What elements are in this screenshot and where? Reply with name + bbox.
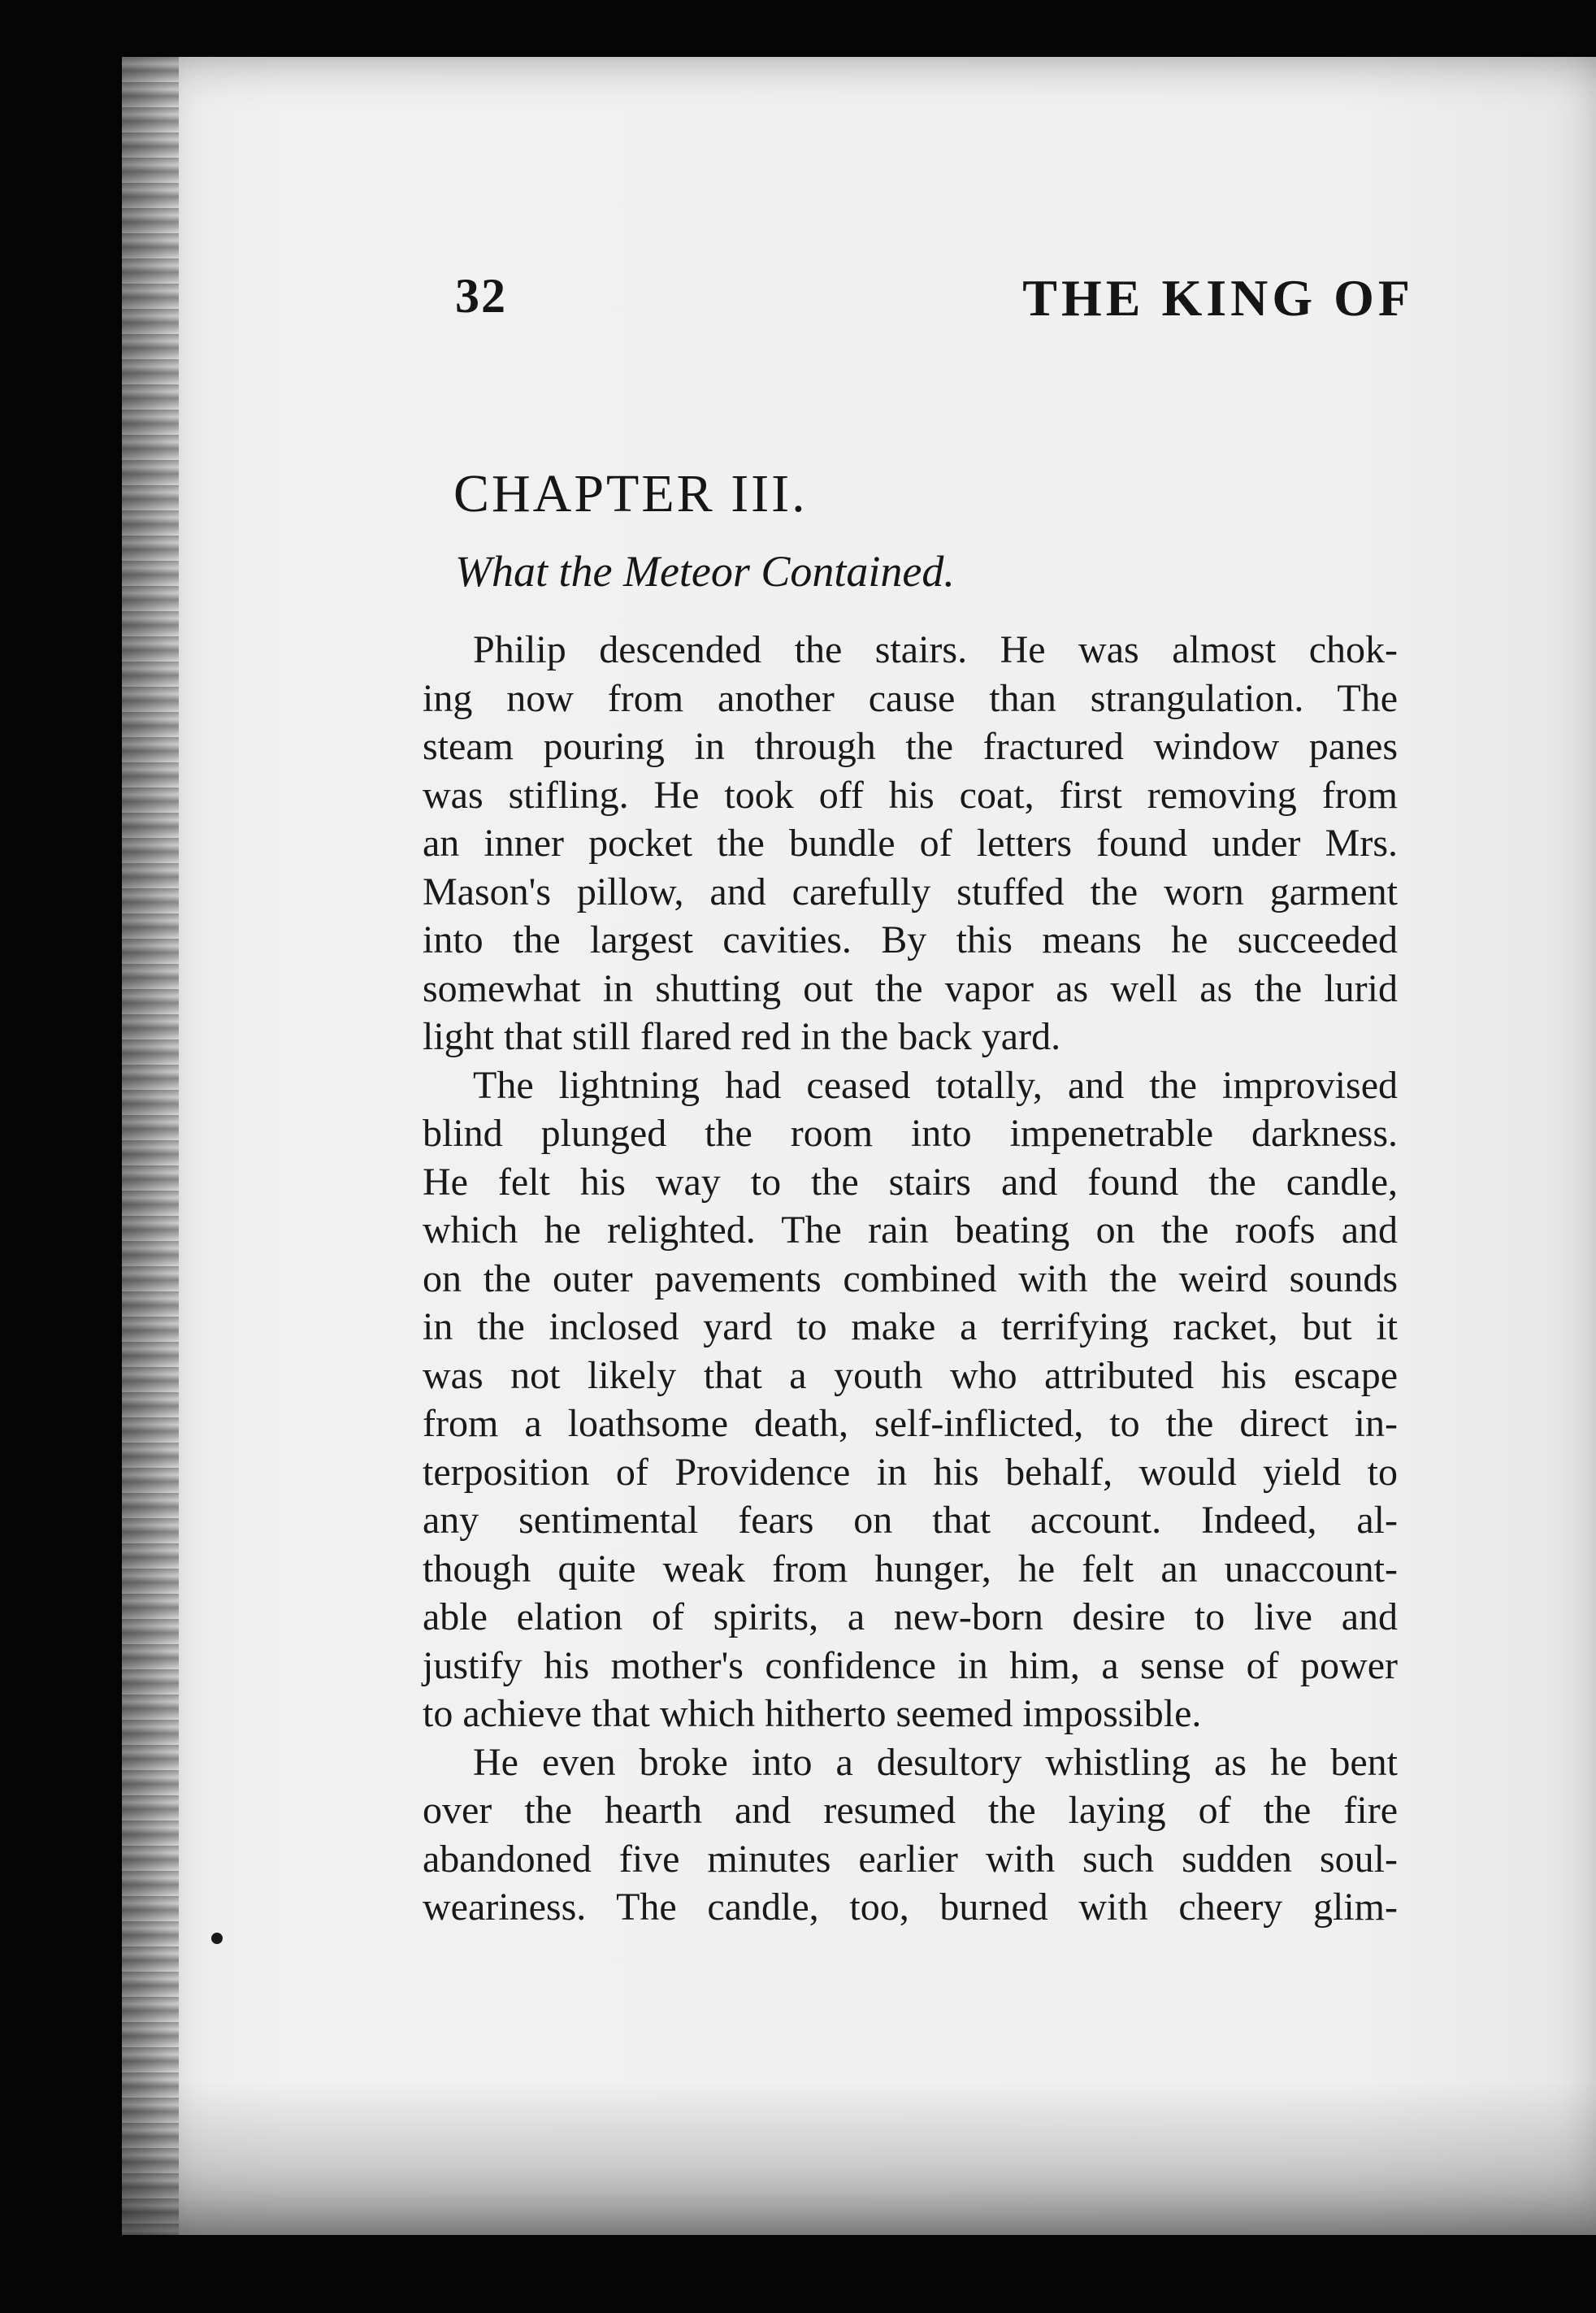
text-line: The lightning had ceased totally, and the improvised — [473, 1063, 1398, 1107]
text-line: light that still flared red in the back yard. — [423, 1015, 1061, 1058]
text-line: Mason's pillow, and carefully stuffed the worn garment — [423, 870, 1398, 913]
page-binding-edge — [122, 57, 179, 2235]
body-text — [423, 626, 1398, 1932]
text-line: which he relighted. The rain beating on the roofs and — [423, 1209, 1398, 1252]
margin-dot — [211, 1933, 223, 1944]
text-line: weariness. The candle, too, burned with cheery glim- — [423, 1886, 1398, 1929]
running-title: THE KING OF — [1022, 269, 1414, 327]
text-line: abandoned five minutes earlier with such sudden soul- — [423, 1837, 1398, 1881]
text-line: justify his mother's confidence in him, a sense of power — [423, 1643, 1398, 1687]
text-line: was not likely that a youth who attributed his escape — [423, 1353, 1398, 1397]
text-line: from a loathsome death, self-inflicted, to the direct in- — [423, 1402, 1398, 1445]
text-line: an inner pocket the bundle of letters found under Mrs. — [423, 822, 1398, 865]
page-bottom-shadow — [122, 2081, 1596, 2235]
chapter-heading: CHAPTER III. — [453, 464, 808, 523]
text-line: was stifling. He took off his coat, first removing from — [423, 773, 1398, 817]
text-line: able elation of spirits, a new-born desire to live and — [423, 1595, 1398, 1638]
chapter-subtitle: What the Meteor Contained. — [455, 547, 955, 596]
text-line: in the inclosed yard to make a terrifying racket, but it — [423, 1305, 1398, 1348]
text-line: He felt his way to the stairs and found the candle, — [423, 1160, 1398, 1204]
text-line: Philip descended the stairs. He was almost chok- — [473, 628, 1398, 671]
page-number: 32 — [455, 269, 507, 323]
text-line: blind plunged the room into impenetrable darkness. — [423, 1112, 1398, 1155]
text-line: terposition of Providence in his behalf, would yield to — [423, 1450, 1398, 1494]
text-line: on the outer pavements combined with the weird sounds — [423, 1256, 1398, 1300]
text-line: over the hearth and resumed the laying of the fire — [423, 1789, 1398, 1832]
text-line: steam pouring in through the fractured window panes — [423, 725, 1398, 768]
text-line: to achieve that which hitherto seemed impossible. — [423, 1692, 1202, 1735]
text-line: ing now from another cause than strangulation. The — [423, 676, 1398, 720]
text-line: into the largest cavities. By this means he succeeded — [423, 918, 1398, 961]
text-line: He even broke into a desultory whistling as he bent — [473, 1740, 1398, 1784]
text-line: though quite weak from hunger, he felt an unaccount- — [423, 1547, 1398, 1590]
running-head — [455, 268, 1414, 333]
text-line: any sentimental fears on that account. Indeed, al- — [423, 1499, 1398, 1542]
text-line: somewhat in shutting out the vapor as well as the lurid — [423, 966, 1398, 1010]
